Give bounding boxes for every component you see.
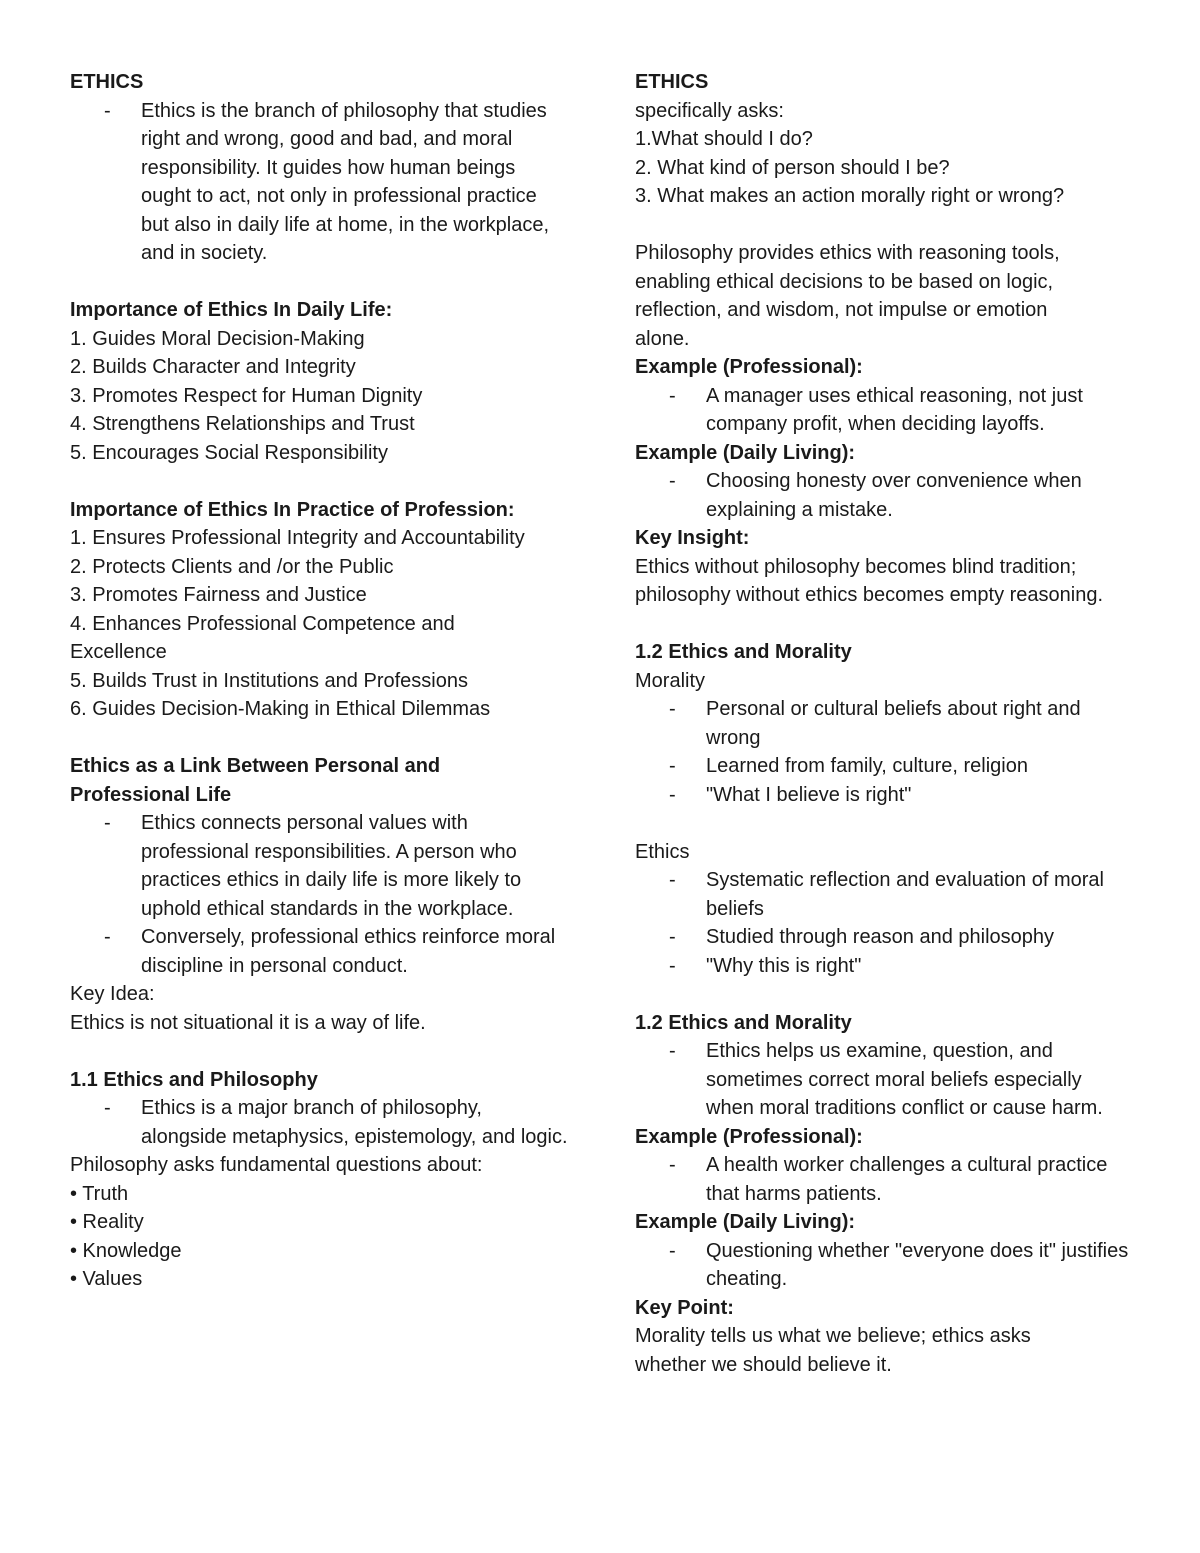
morality-label: Morality: [635, 669, 706, 692]
link-bullet: - Conversely, professional ethics reinforce moral discipline in personal conduct.: [70, 923, 570, 980]
question-item: 1.What should I do?: [635, 128, 813, 150]
morality-bullet: - Personal or cultural beliefs about right and wrong: [635, 695, 1135, 752]
ethics-bullet: - Studied through reason and philosophy: [635, 923, 1135, 952]
daily-life-heading: Importance of Ethics In Daily Life:: [70, 299, 393, 321]
list-item: 1. Ensures Professional Integrity and Accountability: [70, 527, 525, 549]
philosophy-asks: Philosophy asks fundamental questions about:: [70, 1154, 483, 1176]
left-column: [70, 68, 570, 1294]
key-insight-text: Ethics without philosophy becomes blind tradition; philosophy without ethics becomes empty reasoning.: [635, 555, 1104, 606]
ethics-definition: - Ethics is the branch of philosophy that studies right and wrong, good and bad, and moral responsibility. It guides how human beings ought to act, not only in professional practice but also in daily life at home, in the workplace, and in society.: [70, 97, 570, 268]
list-item: 3. Promotes Respect for Human Dignity: [70, 384, 423, 407]
philosophy-heading: 1.1 Ethics and Philosophy: [70, 1068, 318, 1091]
list-item: 2. Protects Clients and /or the Public: [70, 555, 394, 578]
ethics-title-right: ETHICS: [635, 71, 709, 93]
morality-bullet: - Learned from family, culture, religion: [635, 752, 1135, 781]
example-professional-label: Example (Professional):: [635, 356, 863, 378]
example2-daily-text: - Questioning whether "everyone does it" justifies cheating.: [635, 1237, 1135, 1294]
list-item: 1. Guides Moral Decision-Making: [70, 327, 365, 350]
example2-professional-text: - A health worker challenges a cultural practice that harms patients.: [635, 1151, 1135, 1208]
example-daily-text: - Choosing honesty over convenience when explaining a mistake.: [635, 467, 1135, 524]
morality-bullet: - "What I believe is right": [635, 781, 1135, 810]
morality-heading: 1.2 Ethics and Morality: [635, 641, 852, 663]
asks-intro: specifically asks:: [635, 99, 784, 122]
profession-heading: Importance of Ethics In Practice of Profession:: [70, 498, 515, 521]
reasoning-paragraph: Philosophy provides ethics with reasoning tools, enabling ethical decisions to be based on logic, reflection, and wisdom, not impulse or emotion alone.: [635, 242, 1060, 350]
morality-heading-2: 1.2 Ethics and Morality: [635, 1011, 852, 1034]
question-item: 3. What makes an action morally right or wrong?: [635, 185, 1065, 207]
list-item: • Knowledge: [70, 1239, 182, 1262]
key-idea-label: Key Idea:: [70, 983, 155, 1005]
list-item: • Values: [70, 1268, 143, 1290]
list-item: 4. Enhances Professional Competence and Excellence: [70, 612, 455, 663]
list-item: • Reality: [70, 1211, 144, 1233]
key-insight-label: Key Insight:: [635, 527, 750, 549]
link-bullet: - Ethics connects personal values with professional responsibilities. A person who practices ethics in daily life is more likely to uphold ethical standards in the workplace.: [70, 809, 570, 923]
list-item: 4. Strengthens Relationships and Trust: [70, 413, 415, 435]
ethics-bullet: - "Why this is right": [635, 952, 1135, 981]
ethics-bullet: - Systematic reflection and evaluation of moral beliefs: [635, 866, 1135, 923]
key-idea-text: Ethics is not situational it is a way of life.: [70, 1011, 426, 1034]
key-point-label: Key Point:: [635, 1296, 734, 1319]
list-item: 5. Encourages Social Responsibility: [70, 441, 388, 464]
right-column: [635, 68, 1135, 1379]
morality2-bullet: - Ethics helps us examine, question, and sometimes correct moral beliefs especially when moral traditions conflict or cause harm.: [635, 1037, 1135, 1123]
example-daily-label: Example (Daily Living):: [635, 441, 856, 464]
list-item: 5. Builds Trust in Institutions and Professions: [70, 669, 468, 692]
list-item: 3. Promotes Fairness and Justice: [70, 584, 367, 606]
key-point-text: Morality tells us what we believe; ethics asks whether we should believe it.: [635, 1325, 1031, 1376]
ethics-label: Ethics: [635, 840, 690, 863]
example2-professional-label: Example (Professional):: [635, 1125, 863, 1148]
ethics-title: ETHICS: [70, 71, 144, 93]
list-item: 6. Guides Decision-Making in Ethical Dilemmas: [70, 698, 491, 720]
link-heading: Ethics as a Link Between Personal and Professional Life: [70, 755, 441, 806]
list-item: • Truth: [70, 1182, 129, 1205]
list-item: 2. Builds Character and Integrity: [70, 356, 356, 378]
example-professional-text: - A manager uses ethical reasoning, not just company profit, when deciding layoffs.: [635, 382, 1135, 439]
philosophy-bullet: - Ethics is a major branch of philosophy, alongside metaphysics, epistemology, and logic.: [70, 1094, 570, 1151]
question-item: 2. What kind of person should I be?: [635, 156, 950, 179]
example2-daily-label: Example (Daily Living):: [635, 1211, 856, 1233]
